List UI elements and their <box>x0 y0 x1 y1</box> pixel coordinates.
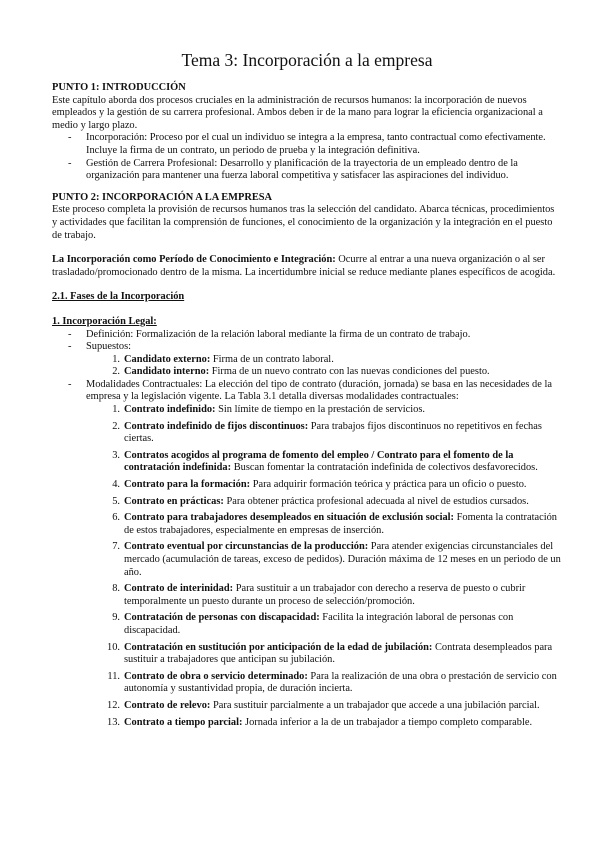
contract-item <box>52 642 562 667</box>
item-bold: Contrato de interinidad: <box>124 583 234 595</box>
item-bold: Contratos acogidos al programa de fomento del empleo / Contrato para el fomento de la contratación indefinida: <box>124 449 514 474</box>
contract-item <box>52 541 562 579</box>
item-bold: Contrato en prácticas: <box>124 495 224 507</box>
section-heading-incorporation: PUNTO 2: INCORPORACIÓN A LA EMPRESA <box>52 191 273 203</box>
item-text: Contrata desempleados para sustituir a trabajadores que anticipan su jubilación. <box>124 641 553 666</box>
cases-list <box>52 354 562 379</box>
incorporation-paragraph: Este proceso completa la provisión de recursos humanos tras la selección del candidato. Abarca técnicas, procedimientos y actividades que facilitan la comprensión de funciones, el conocimiento de la organización y la integración en el puesto de trabajo. <box>52 204 555 241</box>
period-paragraph <box>52 254 562 279</box>
item-bold: Candidato externo: <box>124 353 211 365</box>
list-item: - Incorporación: Proceso por el cual un individuo se integra a la empresa, tanto contractual como efectivamente. Incluye la firma de un contrato, un periodo de prueba y la integración definitiva. <box>52 132 562 157</box>
item-bold: Contrato indefinido: <box>124 404 216 416</box>
item-text: Para sustituir parcialmente a un trabajador que accede a una jubilación parcial. <box>210 699 540 711</box>
item-number: 6. <box>112 512 120 524</box>
period-text: Ocurre al entrar a una nueva organización o al ser trasladado/promocionado dentro de la misma. La incertidumbre inicial se reduce mediante planes específicos de acogida. <box>52 254 556 278</box>
item-text: Jornada inferior a la de un trabajador a tiempo completo comparable. <box>242 716 533 728</box>
item-text: Para adquirir formación teórica y práctica para un oficio o puesto. <box>250 479 527 491</box>
item-text: Para la realización de una obra o prestación de servicio con autonomía y sustantividad propia, de duración incierta. <box>124 670 557 695</box>
list-item <box>52 341 562 379</box>
item-text: Sin límite de tiempo en la prestación de servicios. <box>215 404 426 416</box>
item-text: Para trabajos fijos discontinuos no repetitivos en fechas ciertas. <box>124 420 542 445</box>
page-title: Tema 3: Incorporación a la empresa <box>181 50 433 70</box>
item-bold: Contrato para la formación: <box>124 479 251 491</box>
item-number: 12. <box>107 699 120 711</box>
legal-heading-text: 1. Incorporación Legal: <box>52 315 157 327</box>
item-bold: Contratación de personas con discapacidad: <box>124 612 320 624</box>
item-text: Firma de un contrato laboral. <box>210 353 334 365</box>
item-text: Fomenta la contratación de estos trabajadores, especialmente en empresas de inserción. <box>124 512 558 536</box>
item-bold: Contrato indefinido de fijos discontinuos: <box>124 420 309 432</box>
phases-heading-text: 2.1. Fases de la Incorporación <box>52 291 185 303</box>
list-item: - Modalidades Contractuales: La elección del tipo de contrato (duración, jornada) se basa en las necesidades de la empresa y la legislación vigente. La Tabla 3.1 detalla diversas modalidades contractuales: <box>52 379 562 404</box>
item-number: 13. <box>107 716 120 728</box>
item-text: Para sustituir a un trabajador con derecho a reserva de puesto o cubrir temporalmente un puesto durante un proceso de selección/promoción. <box>124 583 526 607</box>
contract-item <box>52 512 562 537</box>
item-bold: Contrato eventual por circunstancias de la producción: <box>124 541 369 553</box>
item-bold: Contratación en sustitución por anticipación de la edad de jubilación: <box>124 641 433 653</box>
document-page <box>52 0 562 729</box>
item-number: 3. <box>112 449 120 461</box>
contract-item <box>52 479 562 492</box>
item-number: 4. <box>112 479 120 491</box>
item-number: 1. <box>112 404 120 416</box>
item-text: Facilita la integración laboral de personas con discapacidad. <box>124 612 514 636</box>
legal-heading <box>52 316 562 329</box>
list-item: - Definición: Formalización de la relación laboral mediante la firma de un contrato de trabajo. <box>52 329 562 342</box>
item-bold: Contrato de relevo: <box>124 699 211 711</box>
contract-item <box>52 496 562 509</box>
item-bold: Candidato interno: <box>124 366 210 378</box>
item-number: 9. <box>112 612 120 624</box>
item-number: 2. <box>112 366 120 378</box>
case-item <box>52 366 562 379</box>
contracts-list <box>52 404 562 729</box>
item-bold: Contrato para trabajadores desempleados en situación de exclusión social: <box>124 512 454 524</box>
contract-item <box>52 421 562 446</box>
list-item: - Gestión de Carrera Profesional: Desarrollo y planificación de la trayectoria de un empleado dentro de la organización para mantener una fuerza laboral competitiva y satisfacer las aspiraciones del individuo. <box>52 158 562 183</box>
intro-paragraph: Este capítulo aborda dos procesos cruciales en la administración de recursos humanos: la incorporación de nuevos empleados y la gestión de su carrera profesional. Ambos deben ir de la mano para lograr la eficiencia organizacional a medio y largo plazo. <box>52 94 543 131</box>
contract-item <box>52 671 562 696</box>
contract-item <box>52 583 562 608</box>
item-number: 7. <box>112 541 120 553</box>
item-number: 10. <box>107 641 120 653</box>
item-text: Buscan fomentar la contratación indefinida de colectivos desfavorecidos. <box>231 462 538 474</box>
item-number: 8. <box>112 583 120 595</box>
contract-item <box>52 700 562 713</box>
item-text: Firma de un nuevo contrato con las nuevas condiciones del puesto. <box>209 366 490 378</box>
phases-heading <box>52 291 562 304</box>
item-text: Para atender exigencias circunstanciales del mercado (acumulación de tareas, exceso de pedidos). Duración máxima de 12 meses en un periodo de un año. <box>124 541 561 578</box>
contract-item <box>52 450 562 475</box>
case-item <box>52 354 562 367</box>
supuestos-label: Supuestos: <box>86 341 132 353</box>
item-number: 1. <box>112 353 120 365</box>
item-text: Para obtener práctica profesional adecuada al nivel de estudios cursados. <box>223 495 529 507</box>
contract-item <box>52 612 562 637</box>
contract-item <box>52 717 562 730</box>
item-bold: Contrato de obra o servicio determinado: <box>124 670 308 682</box>
section-heading-intro: PUNTO 1: INTRODUCCIÓN <box>52 82 186 93</box>
item-number: 5. <box>112 495 120 507</box>
item-number: 2. <box>112 420 120 432</box>
legal-bullet-list <box>52 329 562 405</box>
intro-bullet-list <box>52 132 562 182</box>
period-bold-label: La Incorporación como Período de Conocimiento e Integración: <box>52 254 336 266</box>
item-number: 11. <box>107 670 120 682</box>
contract-item <box>52 404 562 417</box>
item-bold: Contrato a tiempo parcial: <box>124 716 243 728</box>
